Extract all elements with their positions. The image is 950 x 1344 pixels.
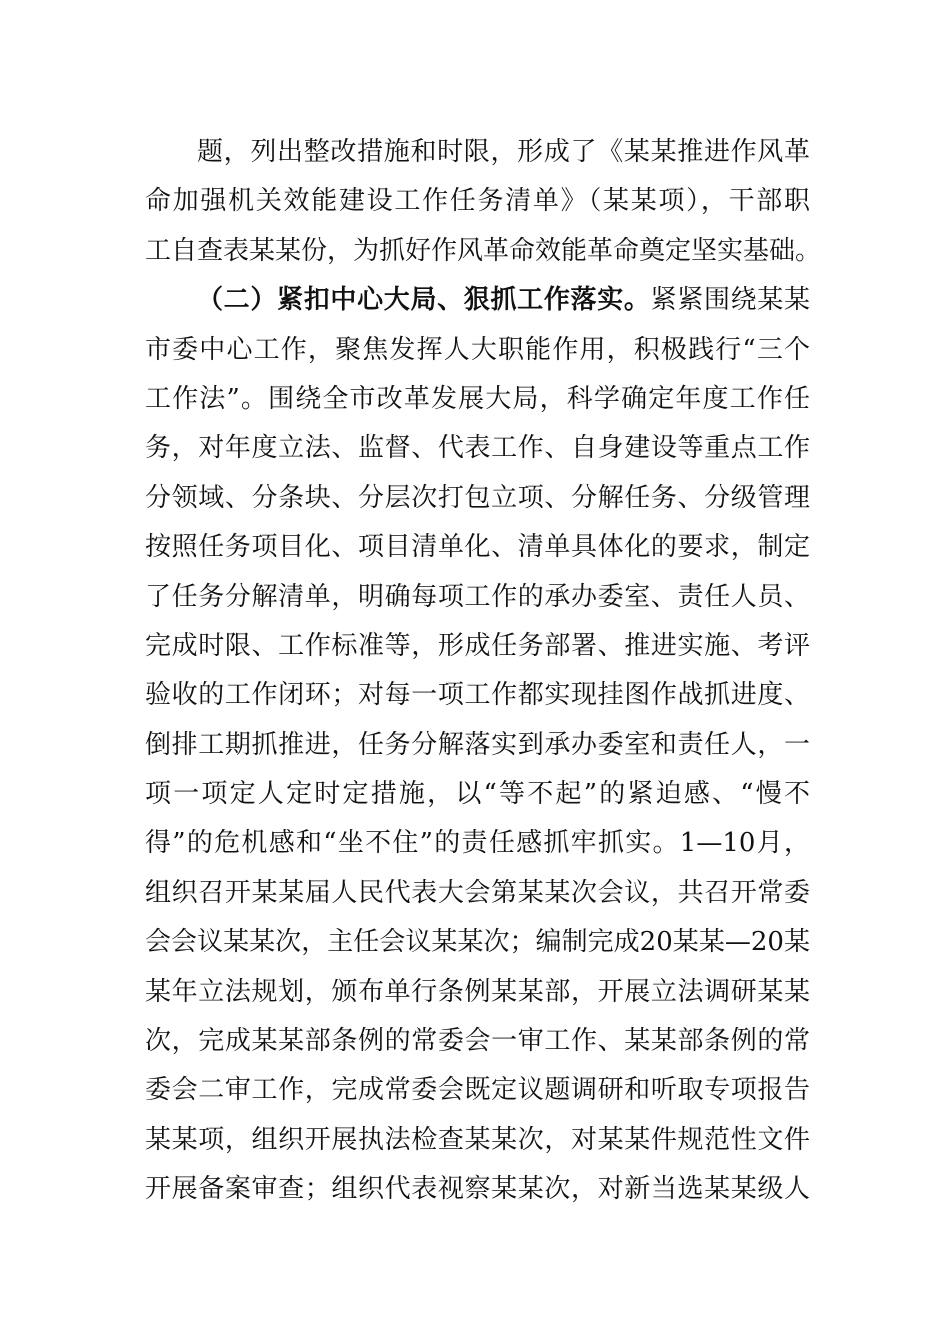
text-line: 倒排工期抓推进，任务分解落实到承办委室和责任人，一 [145,729,810,760]
text-line: 工自查表某某份，为抓好作风革命效能革命奠定坚实基础。 [145,235,822,266]
text-line: 某年立法规划，颁布单行条例某某部，开展立法调研某某 [145,976,810,1007]
text-line: 某某项，组织开展执法检查某某次，对某某件规范性文件 [145,1124,810,1155]
text-line: 完成时限、工作标准等，形成任务部署、推进实施、考评 [145,630,810,661]
text-line: 组织召开某某届人民代表大会第某某次会议，共召开常委 [145,877,810,908]
text-line: 命加强机关效能建设工作任务清单》（某某项），干部职 [145,186,810,217]
section-heading: （二）紧扣中心大局、狠抓工作落实。 [197,285,651,316]
section-heading-line [145,276,810,325]
text-line: 会会议某某次，主任会议某某次；编制完成20某某—20某 [145,927,810,958]
text-line: 按照任务项目化、项目清单化、清单具体化的要求，制定 [145,532,810,563]
text-line: 开展备案审查；组织代表视察某某次，对新当选某某级人 [145,1174,810,1205]
text-line: 题，列出整改措施和时限，形成了《某某推进作风革 [197,137,810,167]
text-line: 次，完成某某部条例的常委会一审工作、某某部条例的常 [145,1026,810,1057]
document-body [145,128,822,1215]
text-line: 委会二审工作，完成常委会既定议题调研和听取专项报告 [145,1075,810,1106]
text-line: 验收的工作闭环；对每一项工作都实现挂图作战抓进度、 [145,680,810,711]
text-line: 分领域、分条块、分层次打包立项、分解任务、分级管理 [145,482,810,513]
text-run: 紧紧围绕某某 [650,285,810,316]
text-line: 市委中心工作，聚焦发挥人大职能作用，积极践行“三个 [145,334,810,365]
text-line: 工作法”。围绕全市改革发展大局，科学确定年度工作任 [145,383,810,414]
text-line: 项一项定人定时定措施，以“等不起”的紧迫感、“慢不 [145,779,810,810]
text-line: 了任务分解清单，明确每项工作的承办委室、责任人员、 [145,581,810,612]
text-line: 得”的危机感和“坐不住”的责任感抓牢抓实。1—10月， [145,828,810,859]
text-line: 务，对年度立法、监督、代表工作、自身建设等重点工作 [145,433,810,464]
